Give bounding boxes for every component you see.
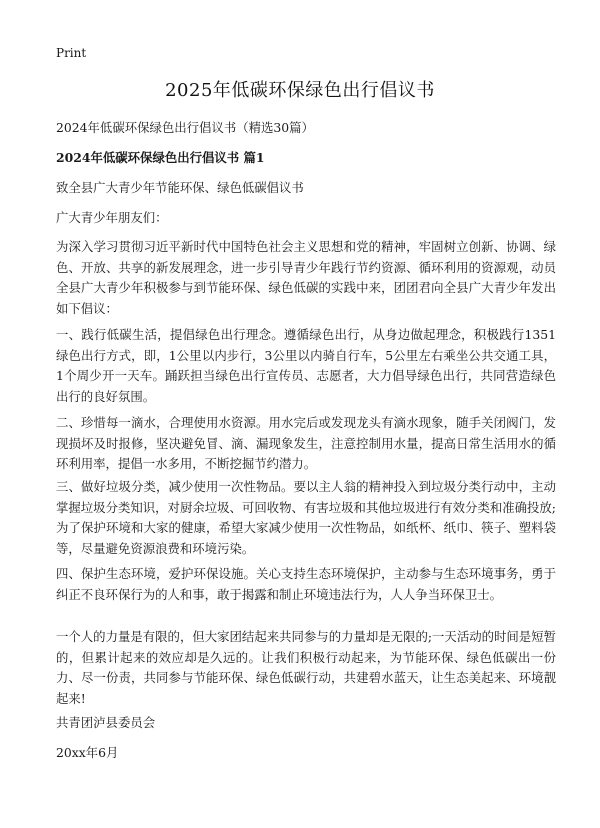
paragraph-closing: 一个人的力量是有限的，但大家团结起来共同参与的力量却是无限的;一天活动的时间是短暂的，但累计起来的效应却是久远的。让我们积极行动起来，为节能环保、绿色低碳出一份力、尽一份责，共同参与节能环保、绿色低碳行动，共建碧水蓝天，让生态美起来、环境靓起来! — [56, 629, 556, 706]
signature: 共青团泸县委员会 — [56, 715, 156, 730]
paragraph-protect-environment: 四、保护生态环境，爱护环保设施。关心支持生态环境保护，主动参与生态环境事务，勇于纠正不良环保行为的人和事，敢于揭露和制止环境违法行为，人人争当环保卫士。 — [56, 566, 556, 602]
greeting-line: 广大青少年朋友们： — [56, 210, 168, 225]
paragraph-green-travel: 一、践行低碳生活，提倡绿色出行理念。遵循绿色出行，从身边做起理念，积极践行1351绿色出行方式，即，1公里以内步行，3公里以内骑自行车，5公里左右乘坐公共交通工具，1个周少开一天车。踊跃担当绿色出行宣传员、志愿者，大力倡导绿色出行，共同营造绿色出行的良好氛围。 — [56, 327, 556, 404]
print-link[interactable]: Print — [56, 46, 87, 60]
page-title: 2025年低碳环保绿色出行倡议书 — [165, 80, 435, 101]
paragraph-save-water: 二、珍惜每一滴水，合理使用水资源。用水完后或发现龙头有滴水现象，随手关闭阀门，发现损坏及时报修，坚决避免冒、滴、漏现象发生，注意控制用水量，提高日常生活用水的循环利用率，提倡一水多用，不断挖掘节约潜力。 — [56, 415, 556, 471]
document-subtitle: 2024年低碳环保绿色出行倡议书（精选30篇） — [56, 120, 314, 135]
section-heading: 2024年低碳环保绿色出行倡议书 篇1 — [56, 150, 265, 165]
paragraph-intro: 为深入学习贯彻习近平新时代中国特色社会主义思想和党的精神，牢固树立创新、协调、绿色、开放、共享的新发展理念，进一步引导青少年践行节约资源、循环利用的资源观，动员全县广大青少年积极参与到节能环保、绿色低碳的实践中来，团团君向全县广大青少年发出如下倡议： — [56, 239, 556, 316]
addressee-line: 致全县广大青少年节能环保、绿色低碳倡议书 — [56, 180, 304, 195]
paragraph-waste-sorting: 三、做好垃圾分类，减少使用一次性物品。要以主人翁的精神投入到垃圾分类行动中，主动掌握垃圾分类知识，对厨余垃圾、可回收物、有害垃圾和其他垃圾进行有效分类和准确投放;为了保护环境和大家的健康，希望大家减少使用一次性物品，如纸杯、纸巾、筷子、塑料袋等，尽量避免资源浪费和环境污染。 — [56, 479, 556, 556]
date-line: 20xx年6月 — [56, 745, 119, 760]
